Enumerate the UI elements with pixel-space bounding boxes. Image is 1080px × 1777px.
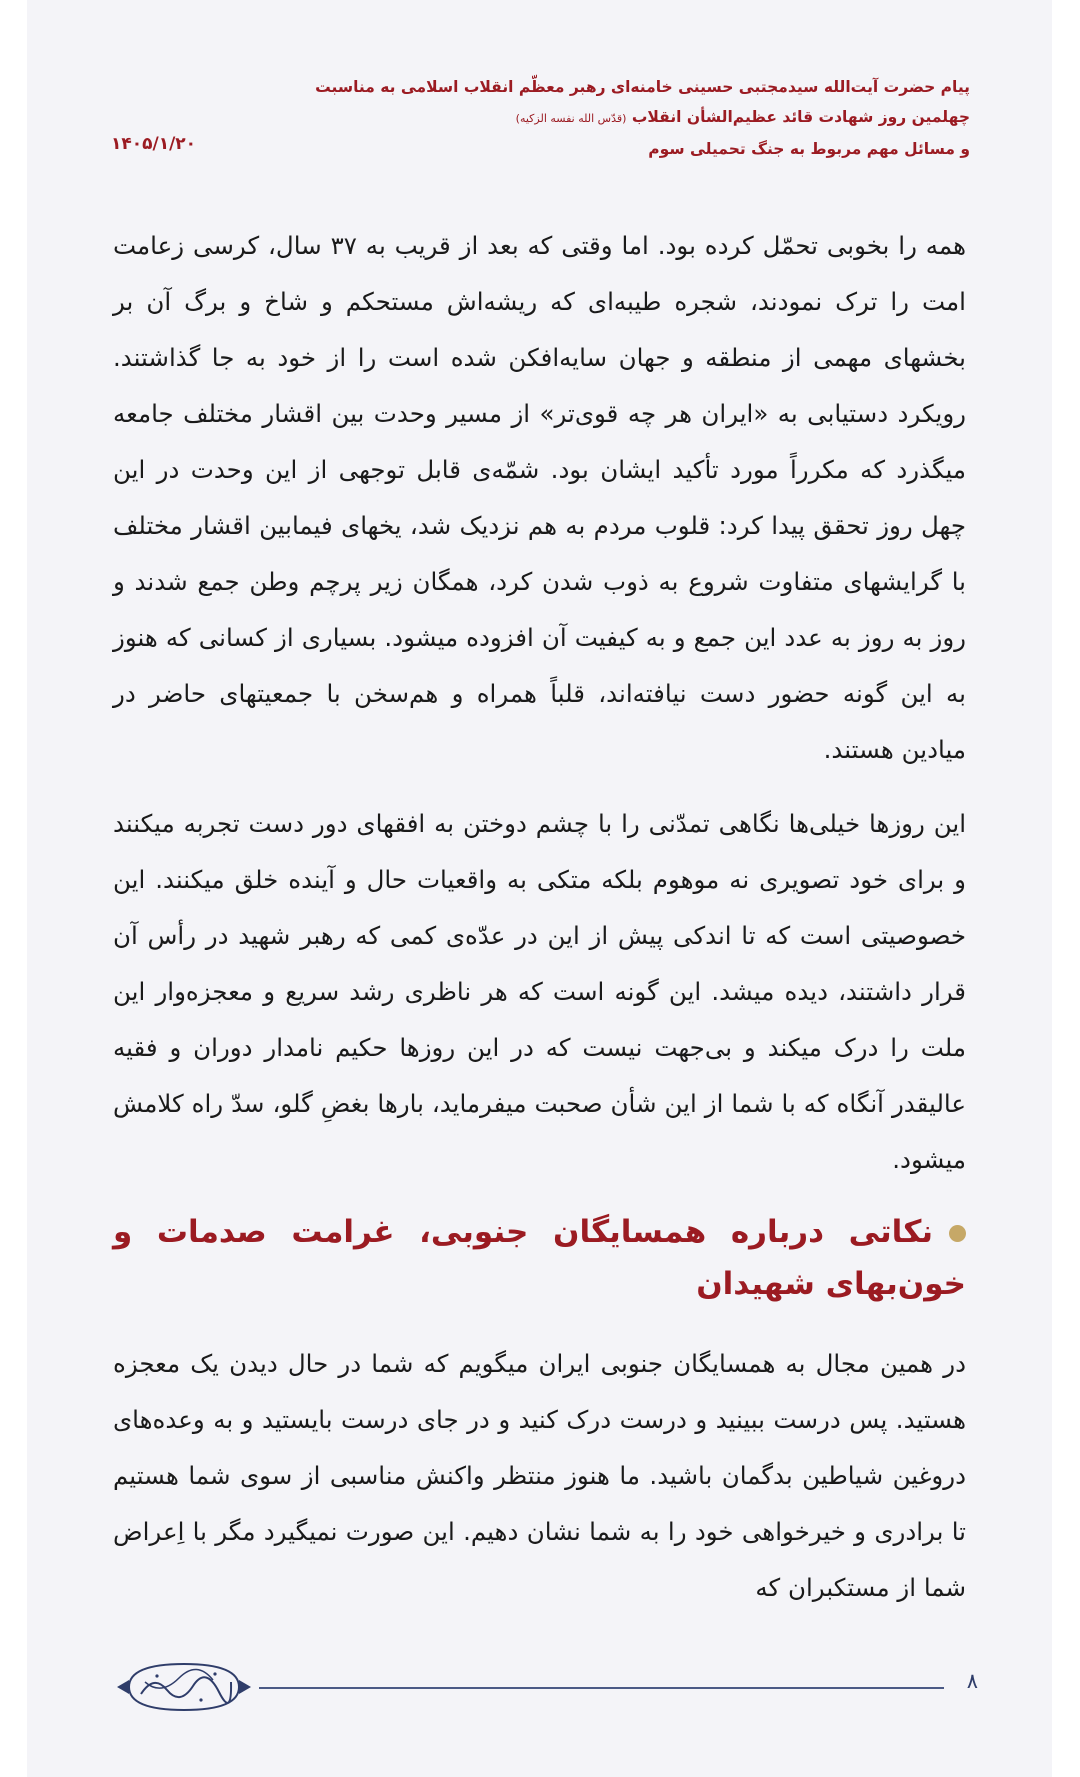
paragraph-3: در همین مجال به همسایگان جنوبی ایران میگویم که شما در حال دیدن یک معجزه هستید. پس درست ببینید و درست درک کنید و در جای درست بایستید و به وعده‌های دروغین شیاطین بدگمان باشید. ما هنوز منتظر واکنش مناسبی از سوی شما هستیم تا برادری و خیرخواهی خود را به شما نشان دهیم. این صورت نمیگیرد مگر با اِعراض شما از مستکبران که [113,1349,966,1602]
page [27,0,1052,1777]
section-heading-text: نکاتی درباره همسایگان جنوبی، غرامت صدمات و خون‌بهای شهیدان [113,1214,966,1302]
body-text [113,218,966,1634]
signature-seal-graphic [109,1656,259,1718]
header-line-2-main: چهلمین روز شهادت قائد عظیم‌الشأن انقلاب [631,108,970,126]
header-date: ۱۴۰۵/۱/۲۰ [111,134,197,154]
header-line-1: پیام حضرت آیت‌الله سیدمجتبی حسینی خامنه‌ای رهبر معظّم انقلاب اسلامی به مناسبت [315,78,970,96]
section-heading [113,1206,966,1310]
header-line-2 [107,102,970,134]
bullet-icon [949,1225,966,1242]
signature-seal-icon [109,1656,259,1718]
page-number: ۸ [966,1669,978,1693]
header-title [107,72,970,164]
header-line-2-sub: (قدّس الله نفسه الزکیه) [515,112,627,125]
paragraph-1: همه را بخوبی تحمّل کرده بود. اما وقتی که بعد از قریب به ۳۷ سال، کرسی زعامت امت را ترک نمودند، شجره طیبه‌ای که ریشه‌اش مستحکم و شاخ و برگ آن بر بخشهای مهمی از منطقه و جهان سایه‌افکن شده است را از خود به جا گذاشتند. رویکرد دستیابی به «ایران هر چه قوی‌تر» از مسیر وحدت بین اقشار مختلف جامعه میگذرد که مکرراً مورد تأکید ایشان بود. شمّه‌ی قابل توجهی از این وحدت در این چهل روز تحقق پیدا کرد: قلوب مردم به هم نزدیک شد، یخهای فیمابین اقشار مختلف با گرایشهای متفاوت شروع به ذوب شدن کرد، همگان زیر پرچم وطن جمع شدند و روز به روز به عدد این جمع و به کیفیت آن افزوده میشود. بسیاری از کسانی که هنوز به این گونه حضور دست نیافته‌اند، قلباً همراه و هم‌سخن با جمعیتهای حاضر در میادین هستند. [113,231,966,764]
header-line-3: و مسائل مهم مربوط به جنگ تحمیلی سوم [648,140,970,158]
paragraph-2: این روزها خیلی‌ها نگاهی تمدّنی را با چشم دوختن به افقهای دور دست تجربه میکنند و برای خود تصویری نه موهوم بلکه متکی به واقعیات حال و آینده خلق میکنند. این خصوصیتی است که تا اندکی پیش از این در عدّه‌ی کمی که رهبر شهید در رأس آن قرار داشتند، دیده میشد. این گونه است که هر ناظری رشد سریع و معجزه‌وار این ملت را درک میکند و بی‌جهت نیست که در این روزها حکیم نامدار دوران و فقیه عالیقدر آنگاه که با شما از این شأن صحبت میفرماید، بارها بغضِ گلو، سدّ راه کلامش میشود. [113,809,966,1174]
footer-divider [259,1687,944,1689]
